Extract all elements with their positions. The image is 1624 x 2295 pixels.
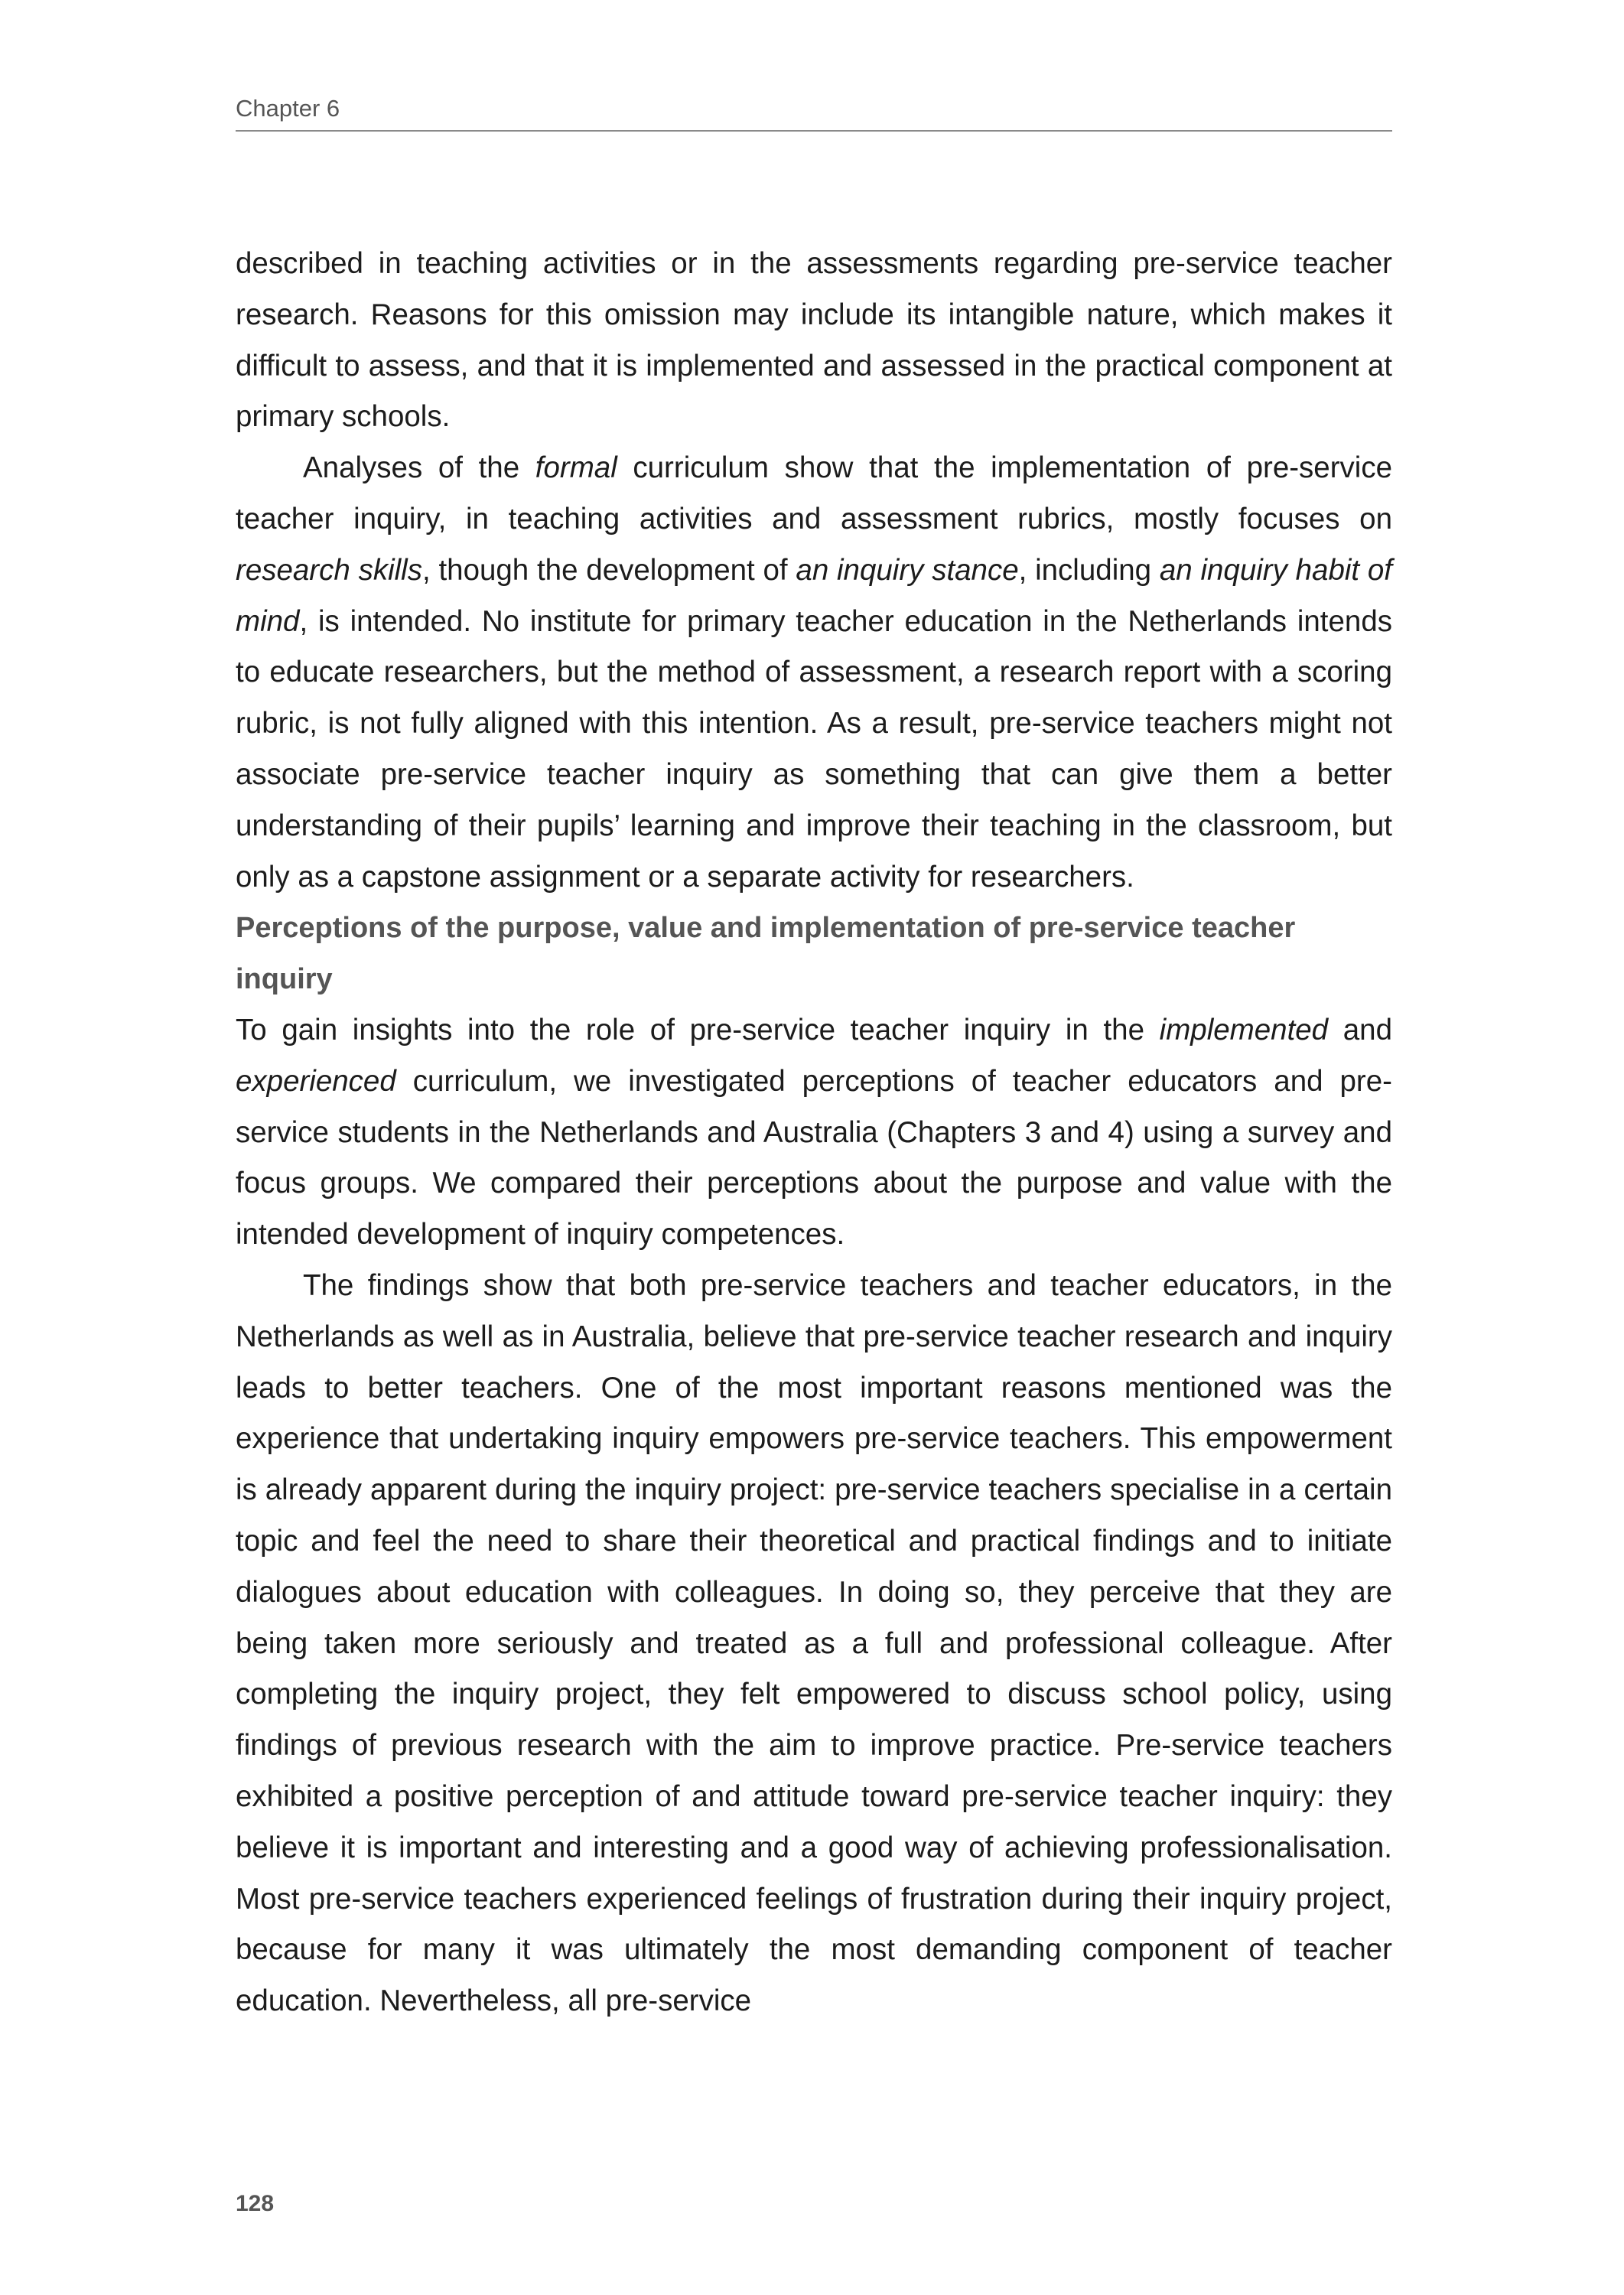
p2-emphasis-1: formal <box>535 451 617 485</box>
p2-text-4: , including <box>1018 553 1160 587</box>
p2-text-2: curriculum show that the implementation of pre-service teacher inquiry, in teaching activities and assessment rubrics, mostly focuses on <box>236 451 1393 536</box>
body-text <box>236 239 1392 2027</box>
section-heading: Perceptions of the purpose, value and implementation of pre-service teacher inquiry <box>236 912 1296 996</box>
p3-emphasis-1: implemented <box>1159 1013 1329 1047</box>
page-number: 128 <box>236 2191 275 2216</box>
paragraph-4: The findings show that both pre-service teachers and teacher educators, in the Netherlands as well as in Australia, believe that pre-service teacher research and inquiry leads to better teachers. One of the most important reasons mentioned was the experience that undertaking inquiry empowers pre-service teachers. This empowerment is already apparent during the inquiry project: pre-service teachers specialise in a certain topic and feel the need to share their theoretical and practical findings and to initiate dialogues about education with colleagues. In doing so, they perceive that they are being taken more seriously and treated as a full and professional colleague. After completing the inquiry project, they felt empowered to discuss school policy, using findings of previous research with the aim to improve practice. Pre-service teachers exhibited a positive perception of and attitude toward pre-service teacher inquiry: they believe it is important and interesting and a good way of achieving professionalisation. Most pre-service teachers experienced feelings of frustration during their inquiry project, because for many it was ultimately the most demanding component of teacher education. Nevertheless, all pre-service <box>236 1268 1392 2018</box>
p2-emphasis-4: an inquiry habit of mind <box>236 553 1392 638</box>
p2-text-1: Analyses of the <box>303 451 535 485</box>
p2-text-3: , though the development of <box>421 553 796 587</box>
p3-emphasis-2: experienced <box>236 1064 396 1098</box>
chapter-label: Chapter 6 <box>236 95 340 122</box>
p3-text-1: To gain insights into the role of pre-service teacher inquiry in the <box>236 1013 1160 1047</box>
running-header <box>236 95 1392 132</box>
p3-text-2: and <box>1328 1013 1392 1047</box>
p2-text-5: , is intended. No institute for primary teacher education in the Netherlands intends to educate researchers, but the method of assessment, a research report with a scoring rubric, is not fully aligned with this intention. As a result, pre-service teachers might not associate pre-service teacher inquiry as something that can give them a better understanding of their pupils’ learning and improve their teaching in the classroom, but only as a capstone assignment or a separate activity for researchers. <box>236 604 1392 894</box>
paragraph-2 <box>236 443 1392 903</box>
p2-emphasis-2: research skills <box>236 553 422 587</box>
p2-emphasis-3: an inquiry stance <box>796 553 1019 587</box>
p3-text-3: curriculum, we investigated perceptions of teacher educators and pre-service students in the Netherlands and Australia (Chapters 3 and 4) using a survey and focus groups. We compared their perceptions about the purpose and value with the intended development of inquiry competences. <box>236 1064 1392 1252</box>
paragraph-1: described in teaching activities or in the assessments regarding pre-service teacher research. Reasons for this omission may include its intangible nature, which makes it difficult to assess, and that it is implemented and assessed in the practical component at primary schools. <box>236 247 1392 434</box>
paragraph-3 <box>236 1005 1392 1261</box>
